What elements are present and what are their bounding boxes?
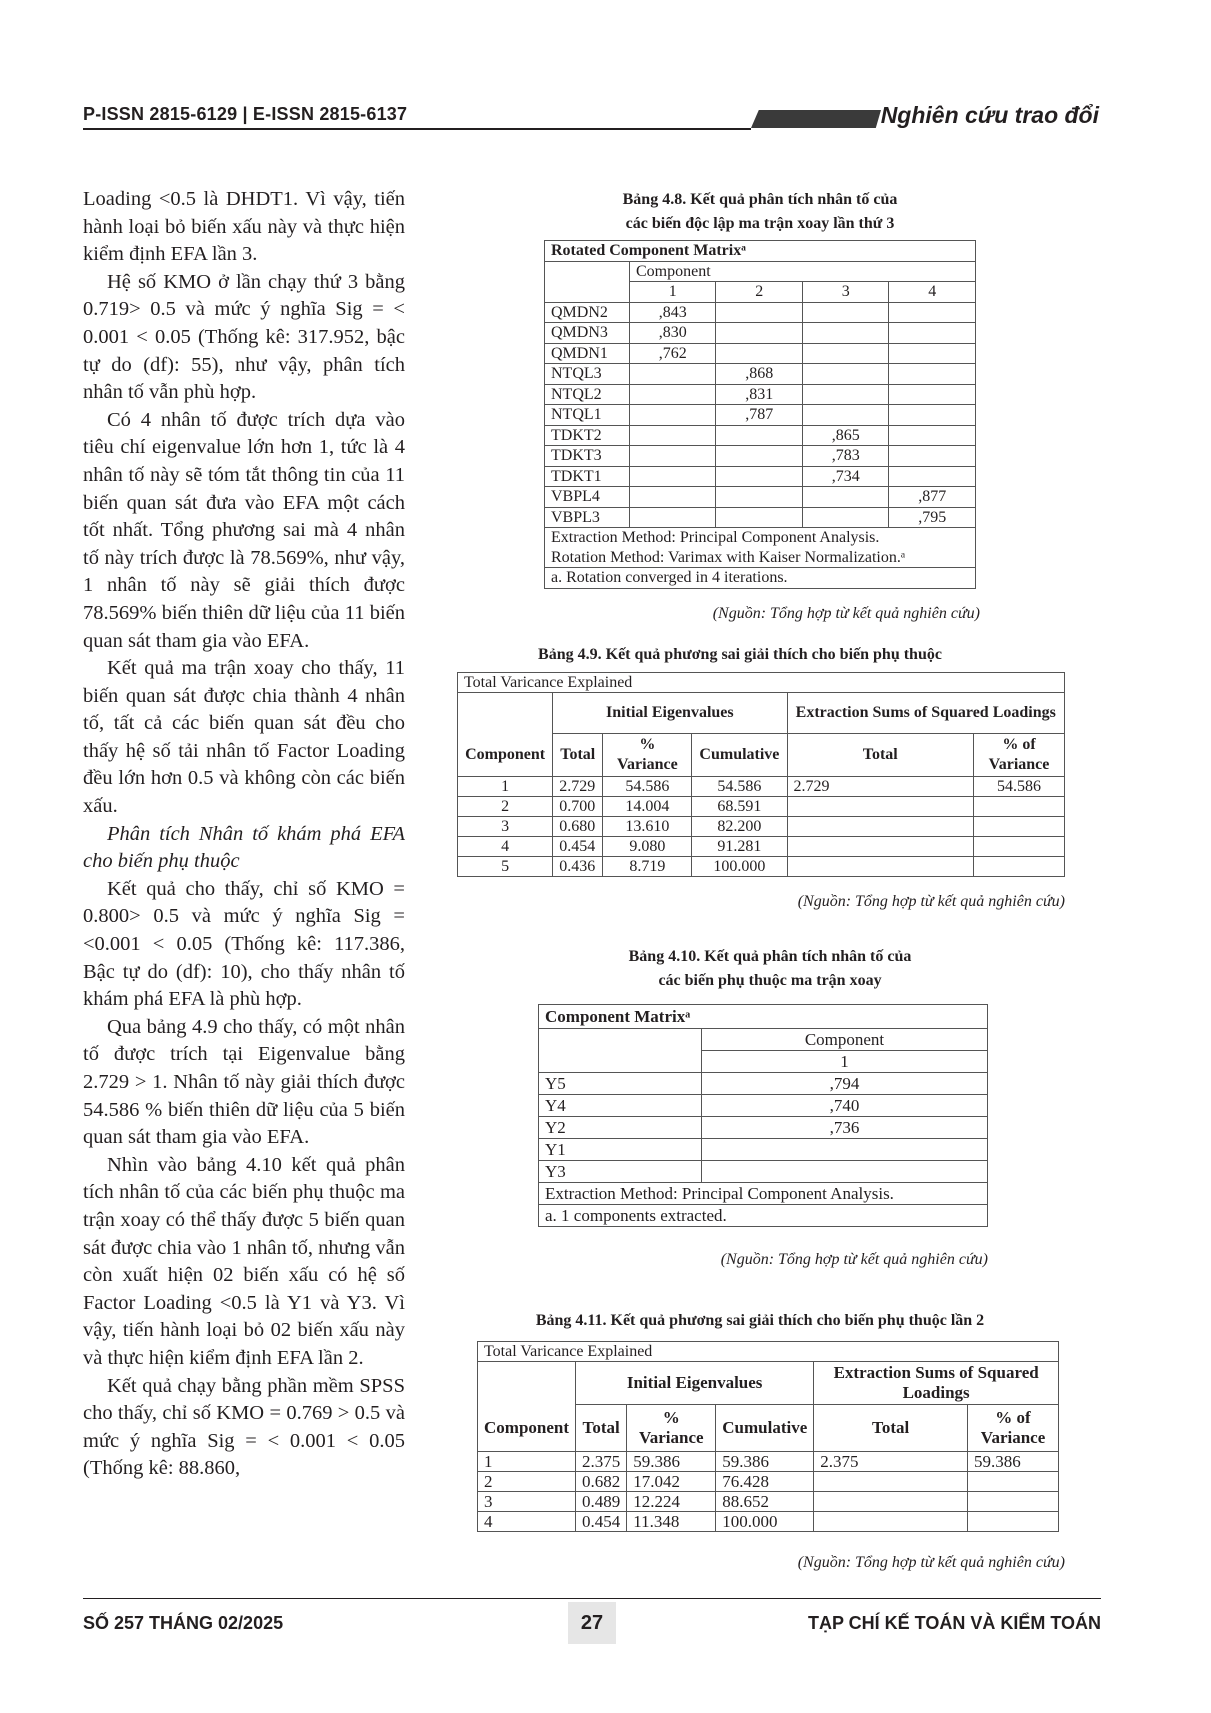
table-row: NTQL1 ,787 [545,405,976,426]
col-header: 1 [702,1051,988,1073]
table-4-8-caption: Bảng 4.8. Kết quả phân tích nhân tố của các biến độc lập ma trận xoay lần thứ 3 [622,191,898,232]
table-row: 2 0.700 14.004 68.591 [458,796,1065,816]
component-header: Component [630,261,976,282]
paragraph: Kết quả ma trận xoay cho thấy, 11 biến quan sát được chia thành 4 nhân tố, tất cả các biến quan sát đều cho thấy hệ số tải nhân tố Factor Loading đều lớn hơn 0.5 và không còn các biến xấu. [83,657,405,818]
col-header: % Variance [603,734,692,777]
table-note: a. 1 components extracted. [539,1205,988,1227]
table-note: a. Rotation converged in 4 iterations. [545,568,976,589]
table-row: 4 0.454 9.080 91.281 [458,836,1065,856]
body-text-column [83,186,405,1483]
col-header: Component [478,1405,576,1452]
initial-eigenvalues-header: Initial Eigenvalues [553,693,787,734]
col-header: 4 [889,282,976,303]
table-note: Rotation Method: Varimax with Kaiser Normalization.ᵃ [545,548,976,568]
table-title: Rotated Component Matrixᵃ [545,241,976,262]
col-header: 3 [802,282,888,303]
col-header: Cumulative [692,734,787,777]
col-header: Total [553,734,603,777]
table-row: Y5 ,794 [539,1073,988,1095]
table-row: VBPL3 ,795 [545,507,976,528]
table-row: Y3 [539,1161,988,1183]
header-rule [83,128,751,130]
initial-eigenvalues-header: Initial Eigenvalues [576,1362,814,1405]
issn-label: P-ISSN 2815-6129 | E-ISSN 2815-6137 [83,104,408,124]
col-header: Total [576,1405,627,1452]
col-header: Cumulative [716,1405,814,1452]
col-header: % of Variance [968,1405,1059,1452]
paragraph: Kết quả chạy bằng phần mềm SPSS cho thấy, chỉ số KMO = 0.769 > 0.5 và mức ý nghĩa Sig = < 0.001 < 0.05 (Thống kê: 88.860, [83,1374,405,1480]
paragraph: Nhìn vào bảng 4.10 kết quả phân tích nhân tố của các biến phụ thuộc ma trận xoay có thể thấy được 5 biến quan sát được chia vào 1 nhân tố, nhưng vẫn còn xuất hiện 02 biến xấu có hệ số Factor Loading <0.5 là Y1 và Y3. Vì vậy, tiến hành loại bỏ 02 biến xấu này và thực hiện kiểm định EFA lần 2. [83,1153,405,1369]
table-row: Y1 [539,1139,988,1161]
table-4-11 [477,1341,1059,1532]
col-header: % of Variance [974,734,1065,777]
table-4-10 [538,1004,988,1227]
paragraph: Hệ số KMO ở lần chạy thứ 3 bằng 0.719> 0.5 và mức ý nghĩa Sig = < 0.001 < 0.05 (Thống kê: 317.952, bậc tự do (df): 55), như vậy, phân tích nhân tố vẫn phù hợp. [83,270,405,404]
paragraph: Có 4 nhân tố được trích dựa vào tiêu chí eigenvalue lớn hơn 1, tức là 4 nhân tố này sẽ tóm tắt thông tin của 11 biến quan sát đưa vào EFA một cách tốt nhất. Tổng phương sai mà 4 nhân tố này trích được là 78.569%, như vậy, 1 nhân tố này sẽ giải thích được 78.569% biến thiên dữ liệu của 11 biến quan sát tham gia vào EFA. [83,408,405,652]
col-header: % Variance [627,1405,716,1452]
table-row: VBPL4 ,877 [545,487,976,508]
component-header: Component [702,1029,988,1051]
table-row: TDKT2 ,865 [545,425,976,446]
table-row: Y4 ,740 [539,1095,988,1117]
table-4-9-source: (Nguồn: Tổng hợp từ kết quả nghiên cứu) [797,893,1065,910]
table-4-11-caption: Bảng 4.11. Kết quả phương sai giải thích cho biến phụ thuộc lần 2 [535,1312,985,1329]
section-title: Nghiên cứu trao đổi [880,102,1099,128]
table-4-9 [457,672,1065,877]
table-4-8 [544,240,976,589]
footer-rule [83,1598,1101,1599]
table-row: Y2 ,736 [539,1117,988,1139]
table-row: QMDN3 ,830 [545,323,976,344]
table-row: TDKT3 ,783 [545,446,976,467]
col-header: Total [814,1405,968,1452]
issue-label: SỐ 257 THÁNG 02/2025 [83,1613,284,1633]
table-title: Total Varicance Explained [478,1342,1059,1362]
page-header [83,98,1101,138]
page-number: 27 [568,1602,616,1644]
extraction-header: Extraction Sums of Squared Loadings [814,1362,1059,1405]
journal-name: TẠP CHÍ KẾ TOÁN VÀ KIỂM TOÁN [807,1613,1101,1633]
paragraph: Kết quả cho thấy, chỉ số KMO = 0.800> 0.5 và mức ý nghĩa Sig = <0.001 < 0.05 (Thống kê: 117.386, Bậc tự do (df): 10), cho thấy nhân tố khám phá EFA là phù hợp. [83,877,405,1011]
table-4-9-caption: Bảng 4.9. Kết quả phương sai giải thích cho biến phụ thuộc [538,646,942,663]
subheading: Phân tích Nhân tố khám phá EFA cho biến phụ thuộc [83,822,405,873]
table-row: NTQL3 ,868 [545,364,976,385]
table-note: Extraction Method: Principal Component Analysis. [539,1183,988,1205]
col-header: Total [787,734,974,777]
table-4-8-source: (Nguồn: Tổng hợp từ kết quả nghiên cứu) [712,605,980,622]
table-row: 1 2.375 59.386 59.386 2.375 59.386 [478,1451,1059,1471]
paragraph: Qua bảng 4.9 cho thấy, có một nhân tố được trích tại Eigenvalue bằng 2.729 > 1. Nhân tố này giải thích được 54.586 % biến thiên dữ liệu của 5 biến quan sát tham gia vào EFA. [83,1015,405,1149]
table-row: 3 0.489 12.224 88.652 [478,1491,1059,1511]
table-4-10-source: (Nguồn: Tổng hợp từ kết quả nghiên cứu) [720,1251,988,1268]
table-title: Component Matrixᵃ [539,1005,988,1029]
table-row: NTQL2 ,831 [545,384,976,405]
table-row: 5 0.436 8.719 100.000 [458,856,1065,876]
table-row: 4 0.454 11.348 100.000 [478,1511,1059,1531]
table-note: Extraction Method: Principal Component Analysis. [545,528,976,548]
table-title: Total Varicance Explained [458,673,1065,693]
table-row: QMDN1 ,762 [545,343,976,364]
header-decor-bar [751,110,881,128]
table-row: 1 2.729 54.586 54.586 2.729 54.586 [458,776,1065,796]
table-row: QMDN2 ,843 [545,302,976,323]
table-row: 2 0.682 17.042 76.428 [478,1471,1059,1491]
table-row: TDKT1 ,734 [545,466,976,487]
col-header: 1 [630,282,716,303]
table-4-10-caption: Bảng 4.10. Kết quả phân tích nhân tố của các biến phụ thuộc ma trận xoay [628,948,912,989]
extraction-header: Extraction Sums of Squared Loadings [787,693,1065,734]
col-header: Component [458,734,553,777]
table-row: 3 0.680 13.610 82.200 [458,816,1065,836]
paragraph: Loading <0.5 là DHDT1. Vì vậy, tiến hành loại bỏ biến xấu này và thực hiện kiểm định EFA lần 3. [83,188,405,266]
table-4-11-source: (Nguồn: Tổng hợp từ kết quả nghiên cứu) [797,1554,1065,1571]
col-header: 2 [716,282,802,303]
